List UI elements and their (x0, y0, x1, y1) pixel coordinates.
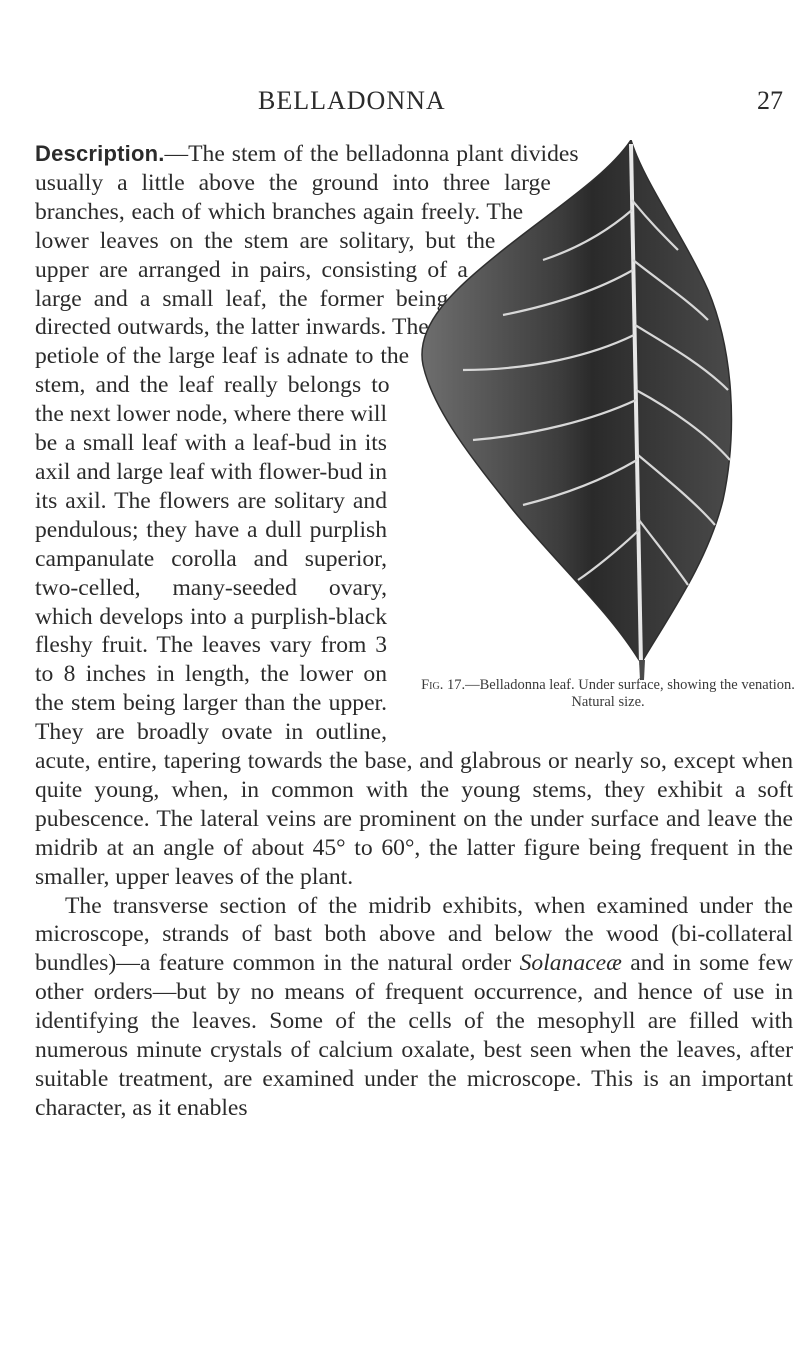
figure-label: Fig. 17. (421, 677, 466, 693)
body-text (35, 140, 793, 1123)
belladonna-leaf-illustration (393, 140, 793, 680)
paragraph-description-text: —The stem of the belladonna plant divides usually a little above the ground into three large branches, each of which branches again freely. The lower leaves on the stem are solitary, but the upper are arranged in pairs, consisting of a large and a small leaf, the former being directed outwards, the latter inwards. The petiole of the large leaf is adnate to the stem, and the leaf really belongs to the next lower node, where there will be a small leaf with a leaf-bud in its axil and large leaf with flower-bud in its axil. The flowers are solitary and pendulous; they have a dull purplish campanulate corolla and superior, two-celled, many-seeded ovary, which develops into a purplish-black fleshy fruit. The leaves vary from 3 to 8 inches in length, the lower on the stem being larger than the upper. They are broadly ovate in outline, acute, entire, tapering towards the base, and glabrous or nearly so, except when quite young, when, in common with the young stems, they exhibit a soft pubescence. The lateral veins are prominent on the under surface and leave the midrib at an angle of about 45° to 60°, the latter figure being frequent in the smaller, upper leaves of the plant. (35, 141, 793, 890)
page-number: 27 (757, 86, 783, 115)
figure-caption-text: —Belladonna leaf. Under surface, showing the venation. Natural size. (465, 677, 795, 710)
paragraph-midrib-text-after: and in some few other orders—but by no means of frequent occurrence, and hence of use in identifying the leaves. Some of the cells of the mesophyll are filled with numerous minute crystals of calcium oxalate, best seen when the leaves, after suitable treatment, are examined under the microscope. This is an important character, as it enables (35, 950, 793, 1121)
paragraph-midrib-text-before: The transverse section of the midrib exhibits, when examined under the microscope, strands of bast both above and below the wood (bi-collateral bundles)—a feature common in the natural order (35, 892, 793, 977)
figure-caption (413, 677, 801, 711)
paragraph-midrib (35, 892, 793, 1123)
figure-17 (393, 140, 793, 740)
running-title: BELLADONNA (258, 86, 446, 115)
page-header (0, 86, 801, 120)
section-heading: Description. (35, 141, 165, 166)
taxon-name: Solanaceæ (519, 950, 622, 977)
